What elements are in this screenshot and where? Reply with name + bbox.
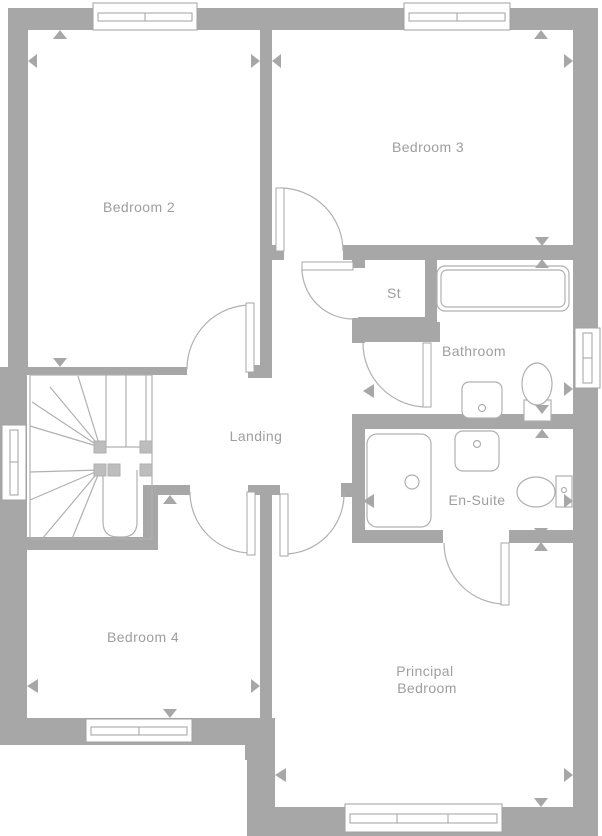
wall-segment bbox=[352, 414, 365, 543]
dimension-arrow bbox=[534, 30, 548, 39]
dimension-arrow bbox=[251, 679, 260, 693]
wall-segment bbox=[343, 485, 352, 495]
dimension-arrow bbox=[535, 237, 549, 246]
dimension-arrow bbox=[272, 54, 281, 68]
wall-segment bbox=[425, 260, 437, 322]
staircase-icon bbox=[30, 375, 152, 539]
door-storage bbox=[302, 262, 353, 319]
wall-segment bbox=[8, 367, 187, 375]
room-label-bathroom: Bathroom bbox=[442, 343, 506, 359]
dimension-arrow bbox=[251, 54, 260, 68]
walls bbox=[0, 8, 598, 836]
dimension-arrow bbox=[564, 382, 573, 396]
door-ensuite bbox=[444, 543, 509, 605]
dimension-arrow bbox=[53, 30, 67, 39]
window-bedroom4-bottom bbox=[86, 719, 192, 742]
door-bedroom2 bbox=[187, 303, 254, 372]
wall-segment bbox=[260, 495, 272, 722]
wall-segment bbox=[247, 750, 275, 836]
wall-segment bbox=[260, 30, 272, 378]
window-bedroom2-top bbox=[93, 3, 197, 30]
dimension-arrow bbox=[564, 54, 573, 68]
shower-icon bbox=[367, 434, 431, 527]
dimension-arrow bbox=[535, 259, 549, 268]
room-label-bedroom2: Bedroom 2 bbox=[102, 199, 176, 215]
room-label-bedroom4: Bedroom 4 bbox=[106, 629, 180, 645]
window-stairs-left bbox=[2, 425, 26, 500]
room-label-bedroom3: Bedroom 3 bbox=[391, 139, 465, 155]
wall-segment bbox=[573, 8, 598, 836]
room-label-principal: Principal Bedroom bbox=[396, 663, 457, 696]
dimension-arrow bbox=[27, 679, 38, 693]
room-label-landing: Landing bbox=[229, 428, 283, 444]
wall-segment bbox=[365, 322, 440, 342]
dimension-arrow bbox=[535, 429, 549, 438]
dimension-arrow bbox=[53, 358, 67, 367]
ensuite-sink-icon bbox=[455, 431, 499, 471]
dimension-arrow bbox=[163, 709, 177, 718]
room-label-storage: St bbox=[386, 285, 402, 301]
newel-post bbox=[94, 464, 106, 476]
door-principal bbox=[280, 494, 344, 556]
wall-segment bbox=[8, 8, 28, 375]
wall-segment bbox=[352, 530, 443, 543]
bathtub-icon bbox=[437, 266, 569, 311]
window-principal-bottom bbox=[345, 804, 502, 832]
dimension-arrow bbox=[275, 768, 286, 782]
dimension-arrow bbox=[28, 54, 37, 68]
bathroom-toilet-icon bbox=[522, 363, 552, 421]
newel-post bbox=[94, 441, 106, 453]
dimension-arrow bbox=[534, 542, 548, 551]
wall-segment bbox=[343, 245, 573, 260]
room-label-ensuite: En-Suite bbox=[448, 492, 506, 508]
dimension-arrow bbox=[534, 798, 548, 807]
dimension-arrow bbox=[363, 384, 374, 398]
door-bedroom3 bbox=[276, 188, 343, 251]
newel-post bbox=[108, 464, 120, 476]
ensuite-toilet-icon bbox=[517, 476, 572, 507]
window-bathroom-right bbox=[575, 328, 600, 388]
window-bedroom3-top bbox=[404, 3, 510, 30]
wall-segment bbox=[352, 260, 365, 268]
newel-post bbox=[140, 464, 152, 476]
door-bedroom4 bbox=[190, 492, 255, 555]
newel-post bbox=[140, 441, 152, 453]
dimension-arrow bbox=[163, 495, 177, 504]
dimension-arrow bbox=[564, 768, 573, 782]
wall-segment bbox=[143, 485, 190, 495]
bathroom-sink-icon bbox=[462, 382, 502, 418]
